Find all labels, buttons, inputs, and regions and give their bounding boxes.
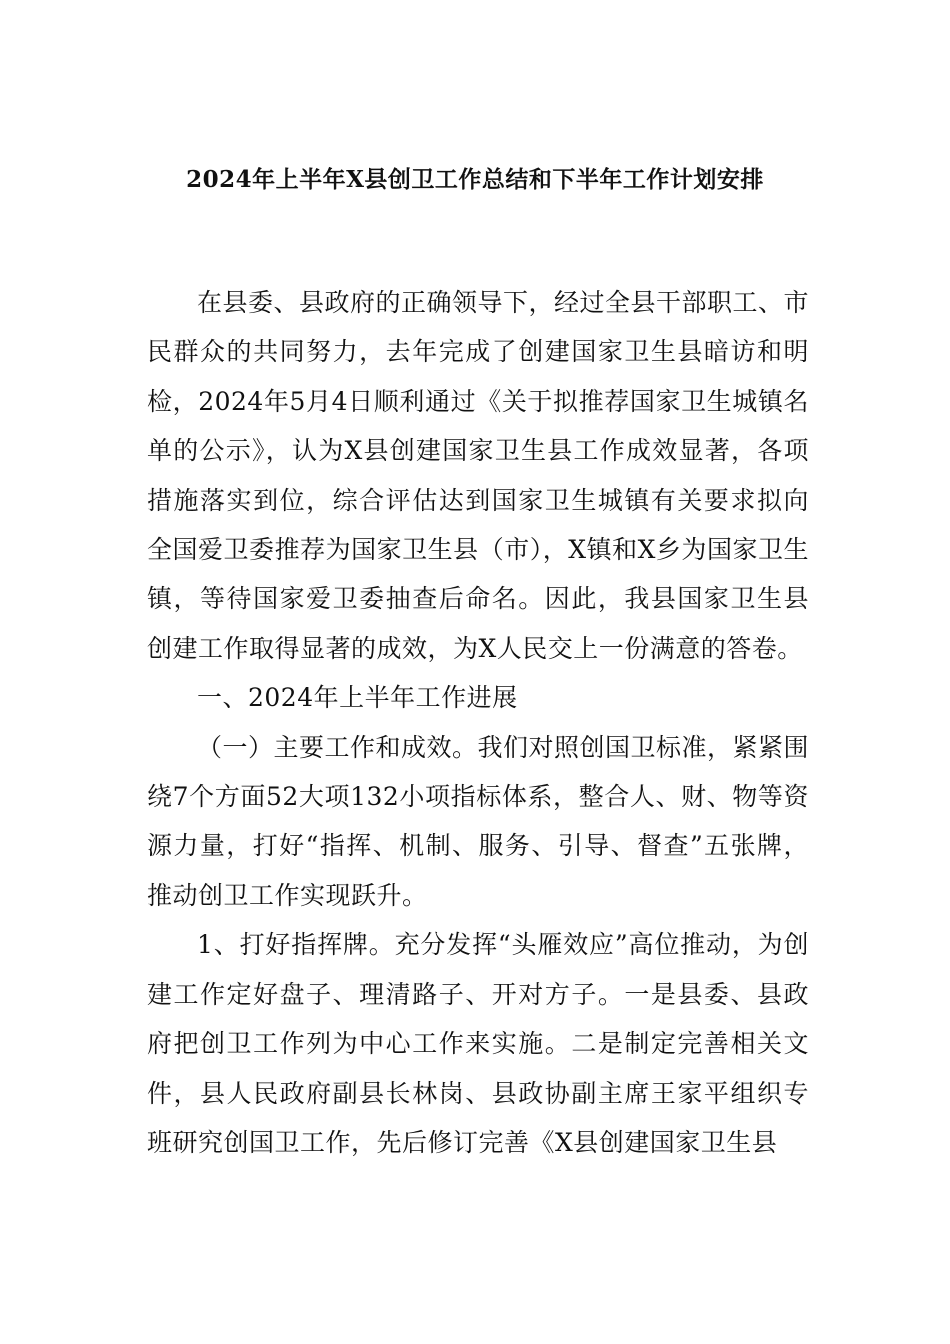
subsection-paragraph: （一）主要工作和成效。我们对照创国卫标准，紧紧围绕7个方面52大项132小项指标体系，整合人、财、物等资源力量，打好“指挥、机制、服务、引导、督查”五张牌，推动创卫工作实现跃升。 bbox=[147, 732, 810, 910]
intro-paragraph: 在县委、县政府的正确领导下，经过全县干部职工、市民群众的共同努力，去年完成了创建国家卫生县暗访和明检，2024年5月4日顺利通过《关于拟推荐国家卫生城镇名单的公示》，认为X县创建国家卫生县工作成效显著，各项措施落实到位，综合评估达到国家卫生城镇有关要求拟向全国爱卫委推荐为国家卫生县（市），X镇和X乡为国家卫生镇，等待国家爱卫委抽查后命名。因此，我县国家卫生县创建工作取得显著的成效，为X人民交上一份满意的答卷。 bbox=[147, 288, 810, 663]
document-body bbox=[147, 278, 809, 1167]
document-title: 2024年上半年X县创卫工作总结和下半年工作计划安排 bbox=[186, 166, 764, 193]
item-paragraph: 1、打好指挥牌。充分发挥“头雁效应”高位推动，为创建工作定好盘子、理清路子、开对方子。一是县委、县政府把创卫工作列为中心工作来实施。二是制定完善相关文件，县人民政府副县长林岗、县政协副主席王家平组织专班研究创国卫工作，先后修订完善《X县创建国家卫生县 bbox=[147, 930, 809, 1157]
section-heading: 一、2024年上半年工作进展 bbox=[197, 683, 518, 713]
